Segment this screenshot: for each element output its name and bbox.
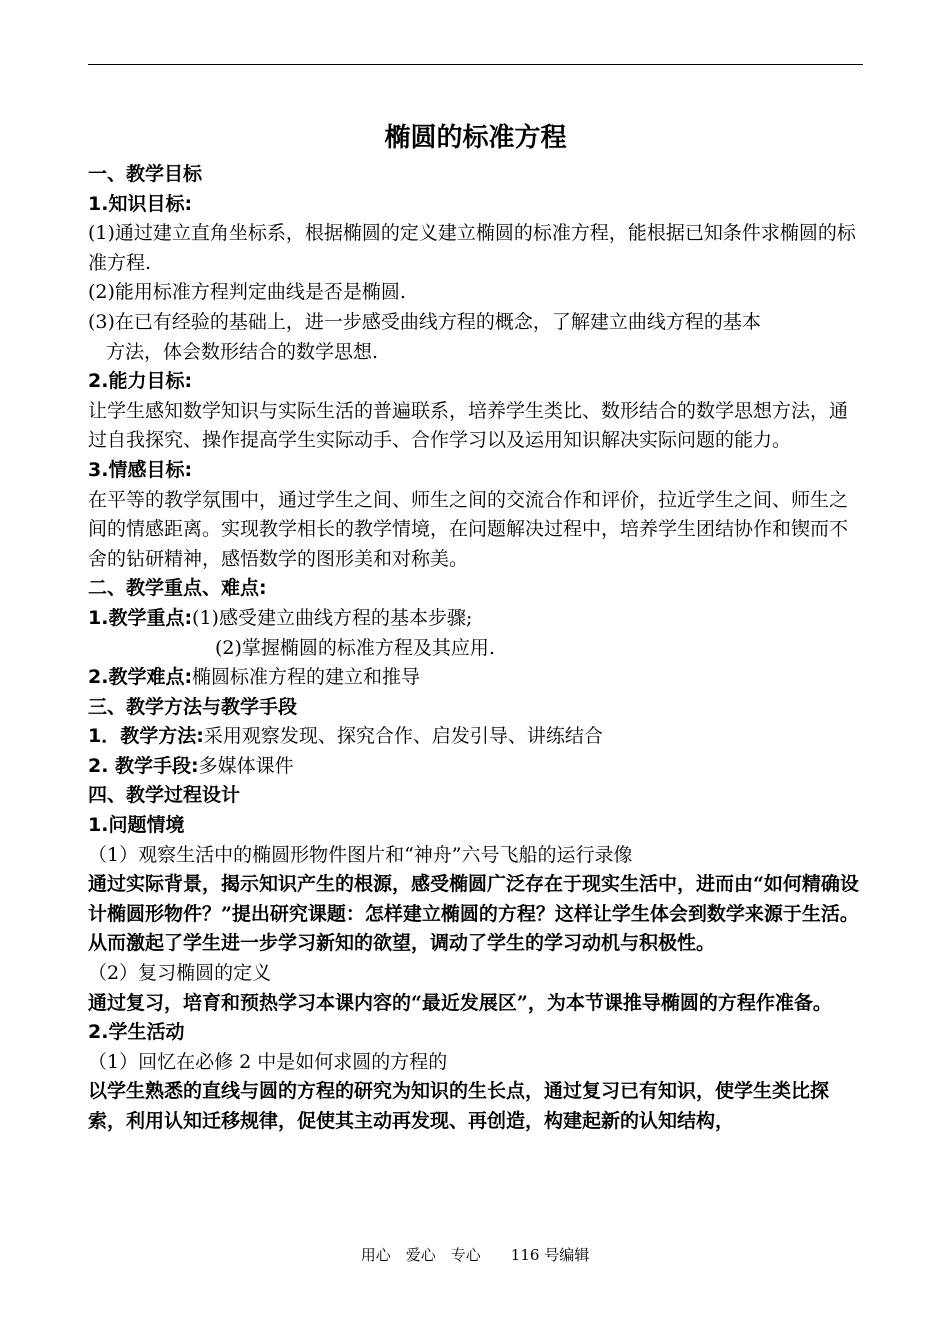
page-title: 椭圆的标准方程 — [384, 123, 567, 153]
subheading-problem: 1.问题情境 — [88, 814, 185, 837]
problem-item-2-note: 通过复习，培育和预热学习本课内容的“最近发展区”，为本节课推导椭圆的方程作准备。 — [88, 991, 832, 1014]
method-text-1: 采用观察发现、探究合作、启发引导、讲练结合 — [203, 725, 603, 748]
section-heading-methods: 三、教学方法与教学手段 — [88, 695, 298, 718]
activity-item-1: （1）回忆在必修 2 中是如何求圆的方程的 — [88, 1050, 448, 1073]
problem-item-2: （2）复习椭圆的定义 — [88, 962, 272, 985]
subheading-emotion: 3.情感目标: — [88, 458, 193, 481]
knowledge-item-3a: (3)在已有经验的基础上，进一步感受曲线方程的概念，了解建立曲线方程的基本 — [88, 310, 761, 333]
header-rule — [88, 64, 863, 65]
keypoint-item-2: (2)掌握椭圆的标准方程及其应用. — [215, 636, 495, 659]
method-label-1: 1．教学方法: — [88, 725, 204, 748]
subheading-ability: 2.能力目标: — [88, 370, 193, 393]
subheading-knowledge: 1.知识目标: — [88, 192, 193, 215]
problem-item-1-note: 通过实际背景，揭示知识产生的根源，感受椭圆广泛存在于现实生活中，进而由“如何精确设计椭圆形物件？”提出研究课题：怎样建立椭圆的方程？这样让学生体会到数学来源于生活。从而激起了学生进一步学习新知的欲望，调动了学生的学习动机与积极性。 — [88, 873, 859, 955]
keypoint-label: 1.教学重点: — [88, 606, 193, 629]
section-heading-process: 四、教学过程设计 — [88, 784, 241, 807]
ability-paragraph: 让学生感知数学知识与实际生活的普遍联系，培养学生类比、数形结合的数学思想方法，通过自我探究、操作提高学生实际动手、合作学习以及运用知识解决实际问题的能力。 — [88, 399, 849, 452]
section-heading-goals: 一、教学目标 — [88, 163, 203, 185]
difficulty-label: 2.教学难点: — [88, 666, 193, 689]
difficulty-line — [88, 663, 863, 693]
section-heading-keypoints: 二、教学重点、难点: — [88, 577, 267, 600]
knowledge-item-2: (2)能用标准方程判定曲线是否是椭圆. — [88, 281, 406, 304]
knowledge-item-1: (1)通过建立直角坐标系，根据椭圆的定义建立椭圆的标准方程，能根据已知条件求椭圆的标准方程. — [88, 222, 856, 274]
knowledge-item-3b: 方法，体会数形结合的数学思想. — [106, 340, 379, 363]
activity-item-1-note: 以学生熟悉的直线与圆的方程的研究为知识的生长点，通过复习已有知识，使学生类比探索，利用认知迁移规律，促使其主动再发现、再创造，构建起新的认知结构， — [88, 1080, 830, 1132]
page-footer: 用心 爱心 专心 116 号编辑 — [360, 1246, 590, 1264]
difficulty-text: 椭圆标准方程的建立和推导 — [192, 666, 421, 689]
document-body — [88, 118, 863, 1137]
keypoint-line-1 — [88, 604, 863, 634]
method-label-2: 2. 教学手段: — [88, 754, 199, 777]
emotion-paragraph: 在平等的教学氛围中，通过学生之间、师生之间的交流合作和评价，拉近学生之间、师生之间的情感距离。实现教学相长的教学情境，在问题解决过程中，培养学生团结协作和锲而不舍的钻研精神，感悟数学的图形美和对称美。 — [88, 488, 849, 570]
method-line-1 — [88, 722, 863, 752]
method-line-2 — [88, 752, 863, 782]
problem-item-1: （1）观察生活中的椭圆形物件图片和“神舟”六号飞船的运行录像 — [88, 843, 633, 866]
subheading-activity: 2.学生活动 — [88, 1021, 185, 1044]
keypoint-item-1: (1)感受建立曲线方程的基本步骤; — [192, 606, 473, 629]
method-text-2: 多媒体课件 — [198, 754, 294, 777]
